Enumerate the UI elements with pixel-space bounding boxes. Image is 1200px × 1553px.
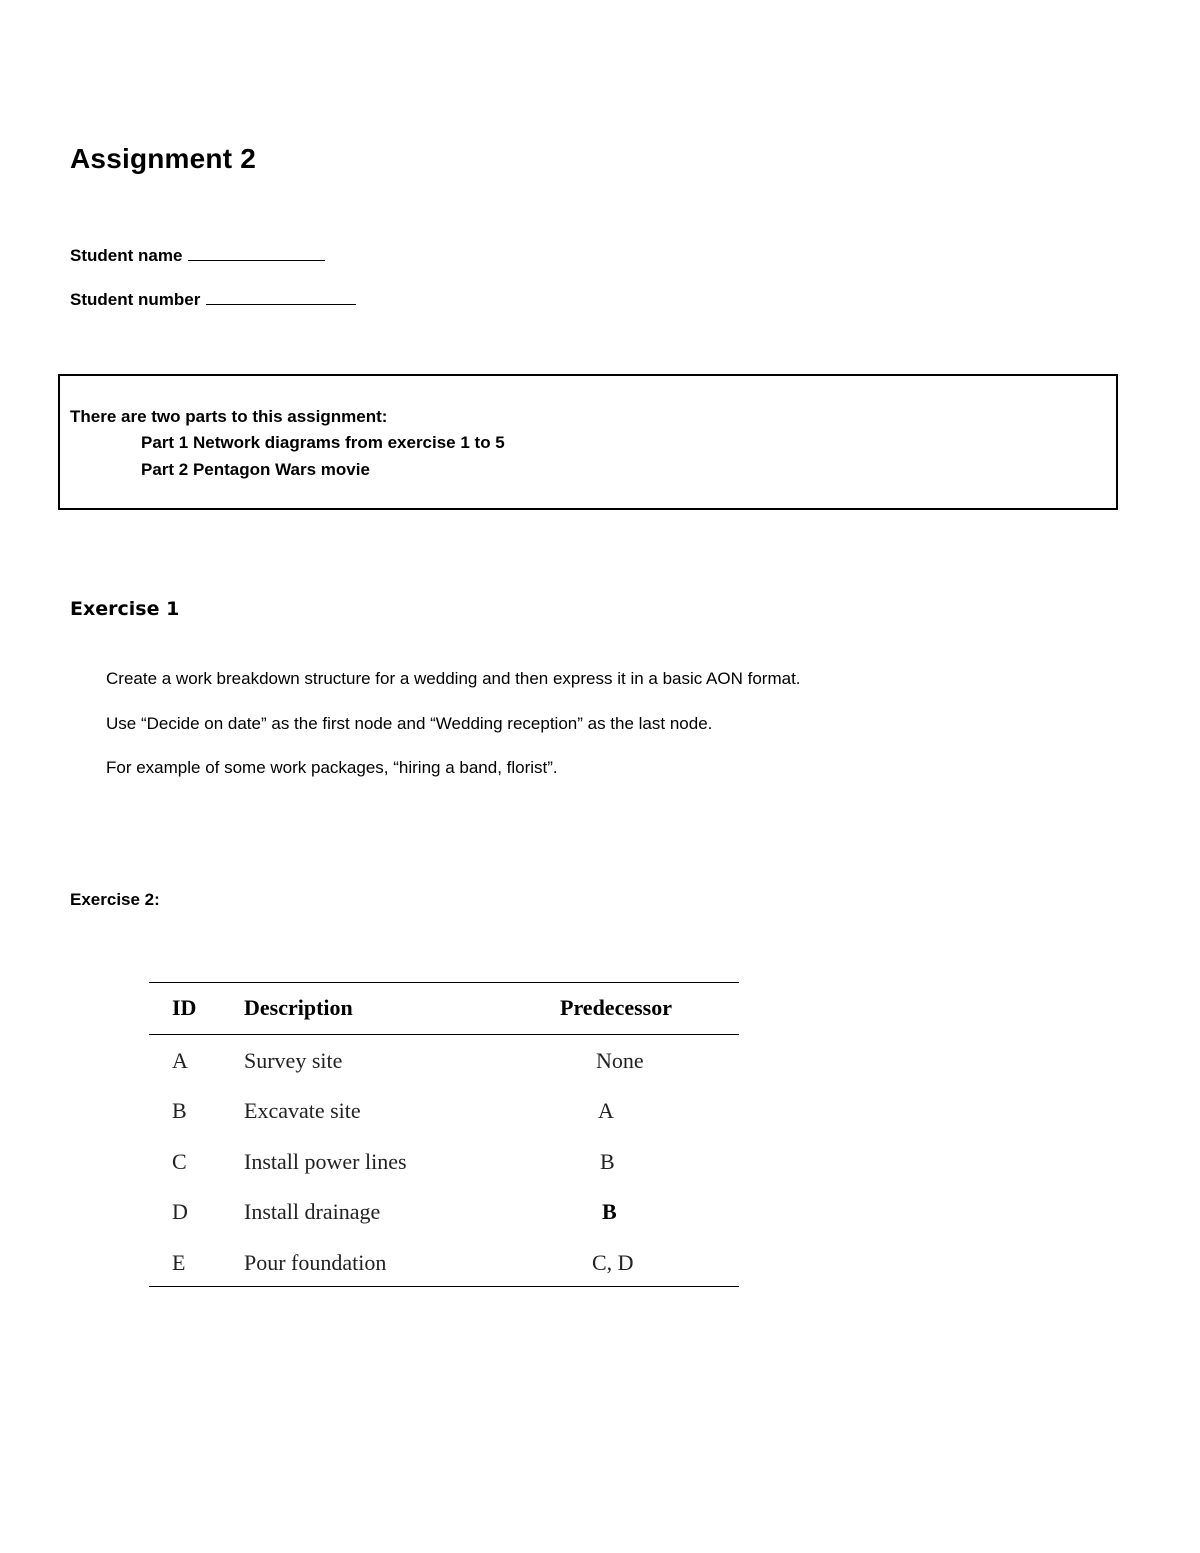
table-top-rule [149, 982, 739, 983]
table-cell-id: A [172, 1048, 188, 1073]
predecessor-table [149, 982, 739, 1288]
parts-intro-text: There are two parts to this assignment: [70, 407, 388, 426]
table-cell-predecessor: B [602, 1199, 617, 1224]
exercise-1-paragraph: For example of some work packages, “hiring a band, florist”. [106, 758, 558, 777]
part-1-text: Part 1 Network diagrams from exercise 1 to 5 [141, 433, 505, 452]
table-cell-description: Survey site [244, 1048, 343, 1073]
table-cell-description: Install drainage [244, 1199, 381, 1224]
table-header-description: Description [244, 995, 353, 1020]
student-name-blank[interactable] [188, 246, 325, 261]
student-number-field [70, 290, 356, 310]
exercise-1-paragraph: Create a work breakdown structure for a wedding and then express it in a basic AON format. [106, 669, 801, 688]
assignment-parts-box [58, 374, 1118, 510]
student-number-label: Student number [70, 290, 201, 309]
table-cell-id: E [172, 1250, 186, 1275]
table-cell-predecessor: B [600, 1149, 615, 1174]
part-2-text: Part 2 Pentagon Wars movie [141, 460, 370, 479]
table-cell-predecessor: C, D [592, 1250, 634, 1275]
table-cell-description: Install power lines [244, 1149, 407, 1174]
table-header-id: ID [172, 995, 197, 1020]
student-number-blank[interactable] [206, 290, 356, 305]
table-cell-predecessor: None [596, 1048, 644, 1073]
exercise-2-heading: Exercise 2: [70, 890, 160, 909]
exercise-1-heading: Exercise 1 [70, 598, 180, 620]
table-cell-id: C [172, 1149, 187, 1174]
table-header-rule [149, 1034, 739, 1035]
table-cell-predecessor: A [598, 1098, 614, 1123]
table-header-predecessor: Predecessor [560, 995, 672, 1020]
student-name-field [70, 246, 325, 266]
exercise-1-paragraph: Use “Decide on date” as the first node and “Wedding reception” as the last node. [106, 714, 713, 733]
table-bottom-rule [149, 1286, 739, 1287]
student-name-label: Student name [70, 246, 183, 265]
page-title: Assignment 2 [70, 143, 256, 174]
table-cell-description: Excavate site [244, 1098, 361, 1123]
table-cell-id: B [172, 1098, 187, 1123]
table-cell-description: Pour foundation [244, 1250, 387, 1275]
table-cell-id: D [172, 1199, 188, 1224]
